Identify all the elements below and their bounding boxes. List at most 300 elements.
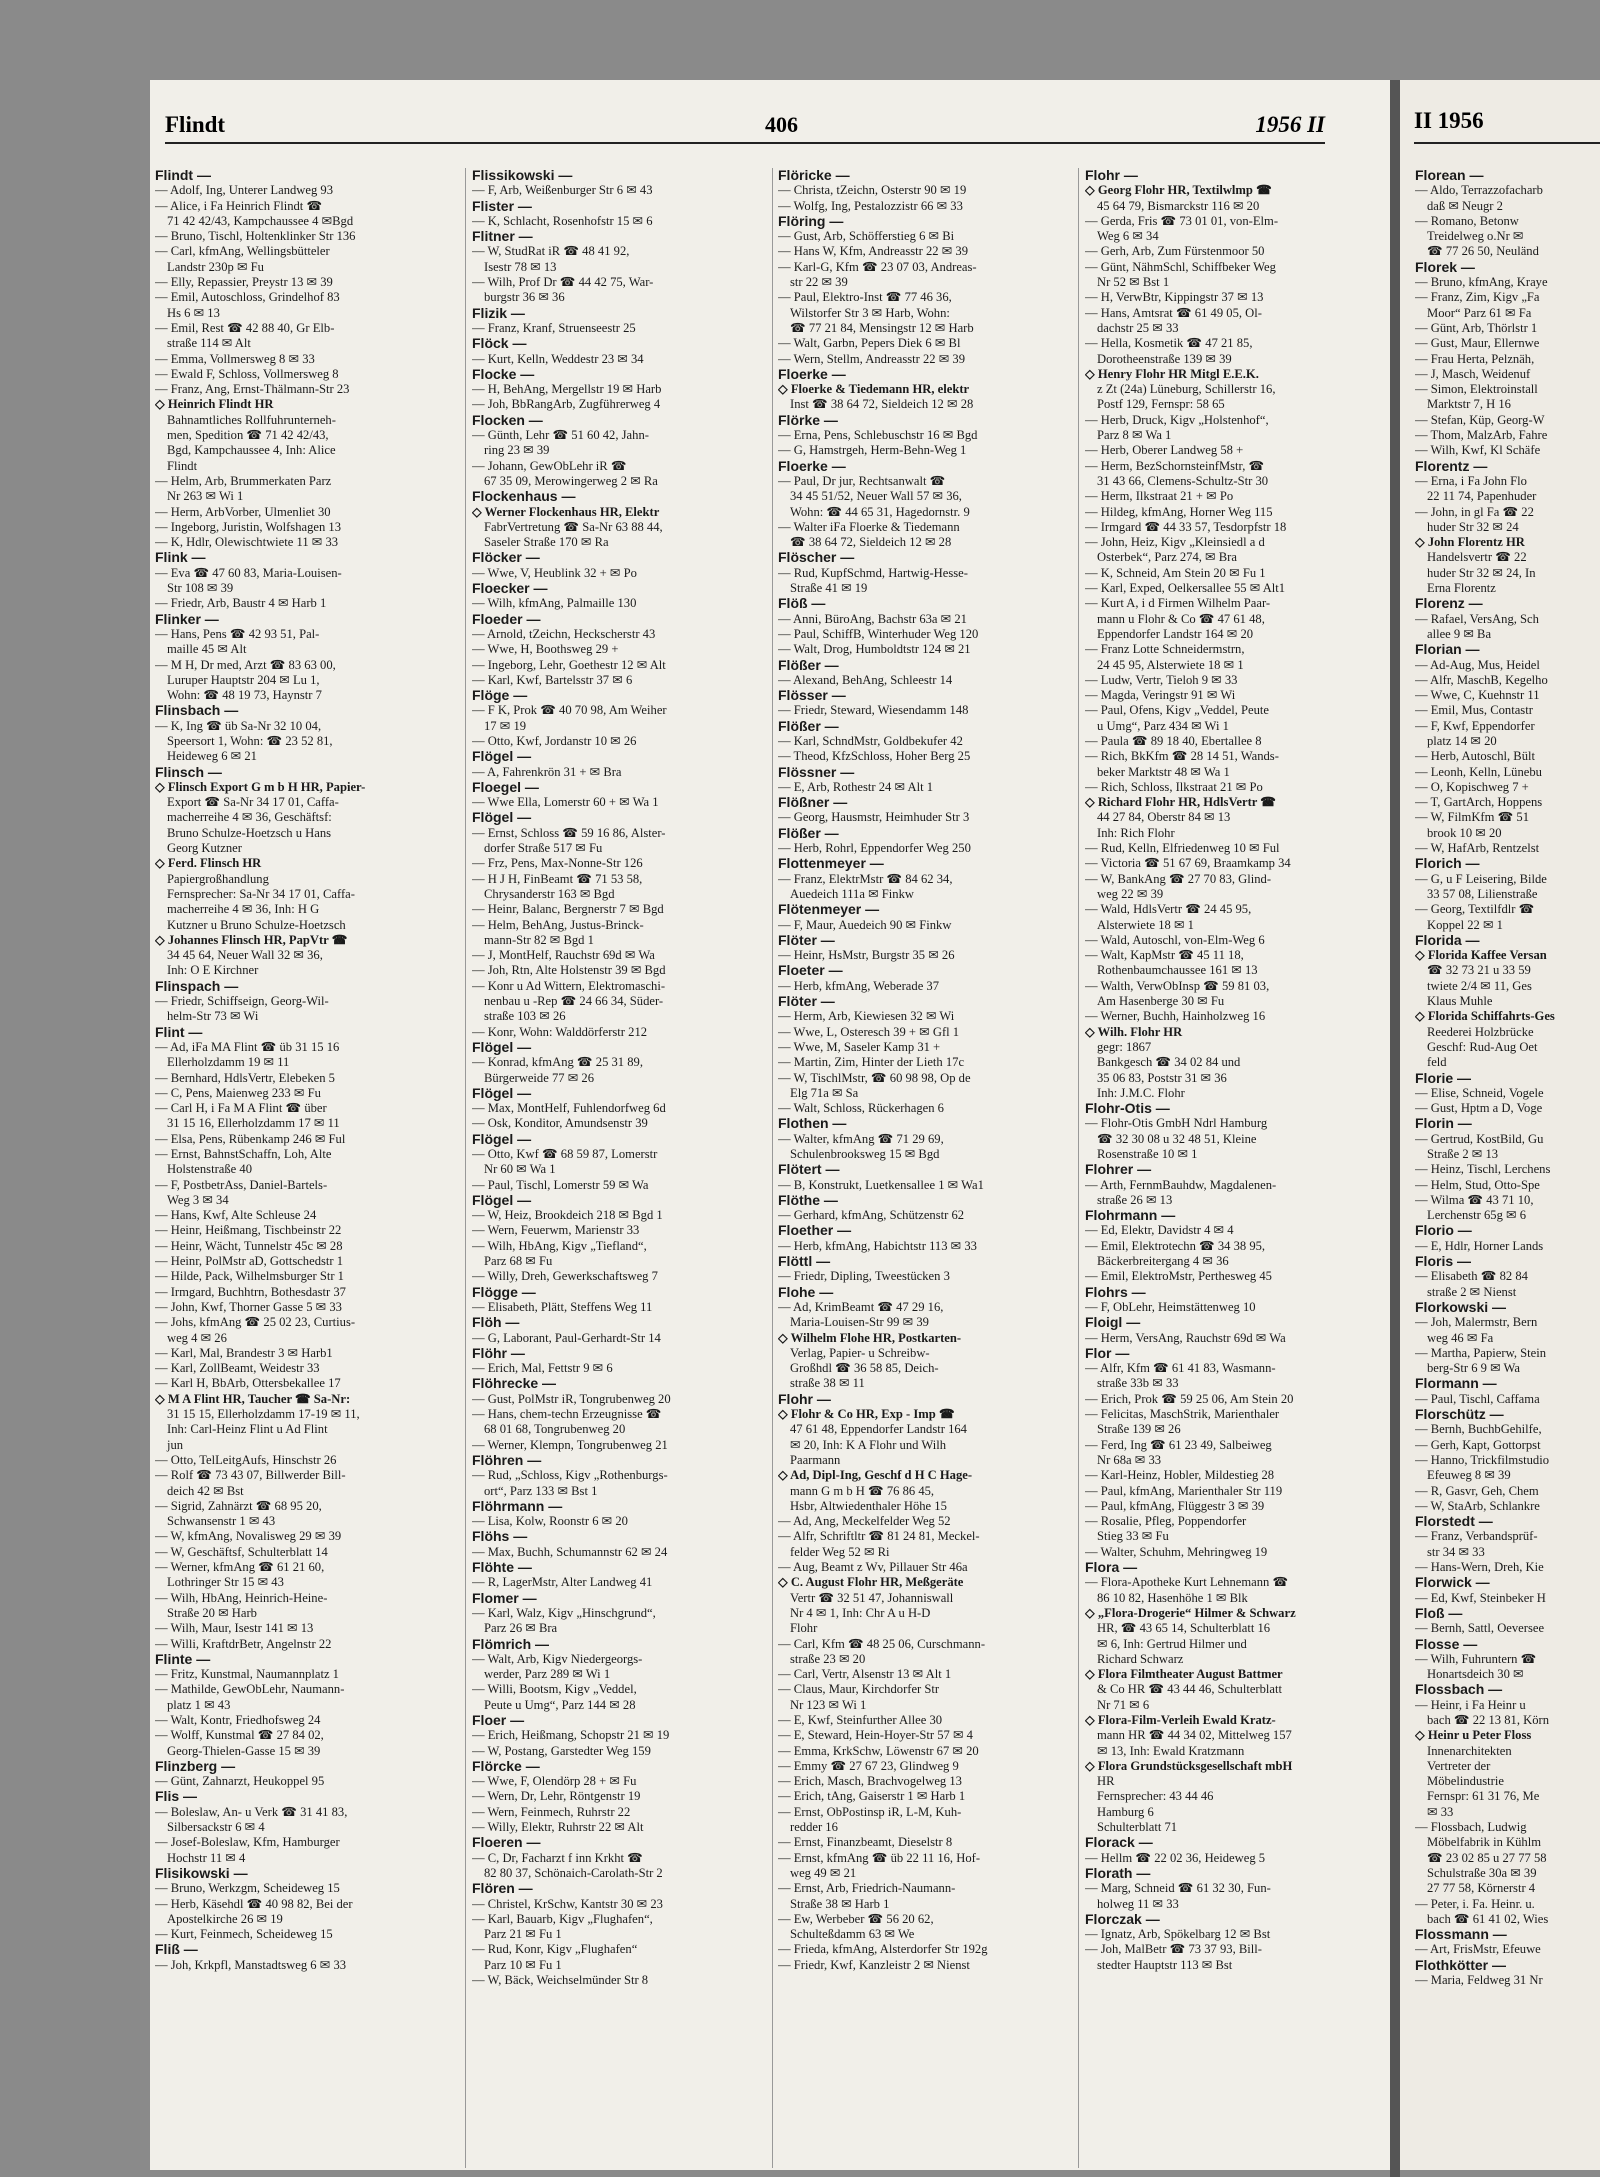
- directory-entry-line: — R, Gasvr, Geh, Chem: [1415, 1483, 1539, 1498]
- directory-entry-line: Koppel 22 ✉ 1: [1427, 917, 1503, 932]
- directory-entry-line: — Josef-Boleslaw, Kfm, Hamburger: [155, 1835, 340, 1850]
- directory-entry-line: Hsbr, Altwiedenthaler Höhe 15: [790, 1498, 947, 1513]
- directory-entry-line: 31 15 16, Ellerholzdamm 17 ✉ 11: [167, 1116, 340, 1131]
- directory-entry-line: — Gertrud, KostBild, Gu: [1415, 1131, 1544, 1146]
- directory-entry-line: 44 27 84, Oberstr 84 ✉ 13: [1097, 810, 1231, 825]
- directory-entry-line: — Ignatz, Arb, Spökelbarg 12 ✉ Bst: [1085, 1927, 1271, 1942]
- directory-entry-line: — Wwe, H, Boothsweg 29 +: [472, 642, 619, 657]
- directory-entry-line: — Wilh, Maur, Isestr 141 ✉ 13: [155, 1621, 314, 1636]
- directory-entry-line: Rothenbaumchaussee 161 ✉ 13: [1097, 963, 1258, 978]
- directory-entry-line: Flint —: [155, 1024, 203, 1040]
- directory-entry-line: — Emil, Autoschloss, Grindelhof 83: [155, 290, 340, 305]
- directory-entry-line: Flöcker —: [472, 550, 540, 566]
- directory-entry-line: — T, GartArch, Hoppens: [1415, 795, 1543, 810]
- directory-entry-line: — Emil, ElektroMstr, Perthesweg 45: [1085, 1269, 1272, 1284]
- directory-entry-line: — Carl, kfmAng, Wellingsbütteler: [155, 244, 330, 259]
- directory-entry-line: — Bruno, Werkzgm, Scheideweg 15: [155, 1881, 340, 1896]
- page-gutter: [1390, 80, 1400, 2177]
- directory-entry-line: straße 103 ✉ 26: [484, 1009, 566, 1024]
- directory-entry-line: ◇ Ad, Dipl-Ing, Geschf d H C Hage-: [778, 1468, 973, 1483]
- directory-entry-line: ◇ Wilhelm Flohe HR, Postkarten-: [778, 1330, 962, 1345]
- directory-entry-line: — Ernst, BahnstSchaffn, Loh, Alte: [155, 1147, 332, 1161]
- directory-entry-line: Flindt: [167, 458, 198, 473]
- directory-entry-line: felder Weg 52 ✉ Ri: [790, 1544, 890, 1559]
- directory-column-2: [472, 168, 772, 1988]
- directory-entry-line: — Rolf ☎ 73 43 07, Billwerder Bill-: [155, 1468, 346, 1483]
- directory-entry-line: ✉ 33: [1427, 1804, 1454, 1819]
- directory-entry-line: ☎ 23 02 85 u 27 77 58: [1427, 1850, 1547, 1865]
- directory-entry-line: Floer —: [472, 1712, 525, 1728]
- directory-entry-line: 22 11 74, Papenhuder: [1427, 489, 1537, 504]
- directory-entry-line: Weg 6 ✉ 34: [1097, 229, 1159, 244]
- directory-entry-line: — R, LagerMstr, Alter Landweg 41: [472, 1575, 653, 1590]
- directory-entry-line: — Paul, Elektro-Inst ☎ 77 46 36,: [778, 290, 952, 305]
- directory-entry-line: ✉ 13, Inh: Ewald Kratzmann: [1097, 1743, 1245, 1758]
- directory-entry-line: Floerke —: [778, 366, 846, 382]
- directory-entry-line: Geschf: Rud-Aug Oet: [1427, 1039, 1538, 1054]
- directory-entry-line: Florstedt —: [1415, 1514, 1493, 1530]
- directory-entry-line: — Joh, BbRangArb, Zugführerweg 4: [472, 397, 661, 412]
- directory-entry-line: — Karl-Heinz, Hobler, Mildestieg 28: [1085, 1468, 1275, 1483]
- column-rule: [465, 168, 466, 2168]
- directory-entry-line: Bruno Schulze-Hoetzsch u Hans: [167, 825, 332, 840]
- directory-entry-line: — E, Arb, Rothestr 24 ✉ Alt 1: [778, 779, 934, 794]
- directory-entry-line: — Ferd, Ing ☎ 61 23 49, Salbeiweg: [1085, 1437, 1272, 1452]
- directory-entry-line: Florean —: [1415, 168, 1484, 183]
- directory-entry-line: Schulenbrooksweg 15 ✉ Bgd: [790, 1147, 940, 1161]
- directory-entry-line: — J, Masch, Weidenuf: [1415, 366, 1531, 381]
- directory-entry-line: Inh: J.M.C. Flohr: [1097, 1085, 1185, 1100]
- directory-entry-line: — Carl H, i Fa M A Flint ☎ über: [155, 1101, 327, 1116]
- directory-entry-line: nenbau u -Rep ☎ 24 66 34, Süder-: [484, 994, 664, 1009]
- directory-entry-line: Papiergroßhandlung: [167, 871, 269, 886]
- directory-entry-line: maille 45 ✉ Alt: [167, 642, 247, 657]
- directory-entry-line: Florath —: [1085, 1865, 1151, 1881]
- directory-entry-line: Flöhte —: [472, 1560, 532, 1576]
- directory-entry-line: — M H, Dr med, Arzt ☎ 83 63 00,: [155, 657, 336, 672]
- directory-entry-line: Flößner —: [778, 795, 848, 811]
- directory-entry-line: — Elisabeth, Plätt, Steffens Weg 11: [472, 1299, 653, 1314]
- directory-entry-line: — Maria, Feldweg 31 Nr: [1415, 1973, 1543, 1988]
- directory-entry-line: ◇ Flora Grundstücksgesellschaft mbH: [1085, 1758, 1293, 1773]
- directory-entry-line: ☎ 32 30 08 u 32 48 51, Kleine: [1097, 1131, 1257, 1146]
- directory-entry-line: — Aldo, Terrazzofacharb: [1415, 183, 1543, 198]
- directory-entry-line: Möbelfabrik in Kühlm: [1427, 1835, 1542, 1850]
- directory-entry-line: Landstr 230p ✉ Fu: [167, 259, 264, 274]
- directory-entry-line: Richard Schwarz: [1097, 1651, 1184, 1666]
- directory-entry-line: Dorotheenstraße 139 ✉ 39: [1097, 351, 1232, 366]
- directory-entry-line: — Joh, Rtn, Alte Holstenstr 39 ✉ Bgd: [472, 963, 666, 978]
- directory-entry-line: — Alexand, BehAng, Schleestr 14: [778, 672, 953, 687]
- directory-entry-line: — K, Schlacht, Rosenhofstr 15 ✉ 6: [472, 213, 653, 228]
- directory-entry-line: — Erich, Masch, Brachvogelweg 13: [778, 1774, 962, 1789]
- directory-entry-line: Flößer —: [778, 825, 839, 841]
- directory-entry-line: — Paul, kfmAng, Flüggestr 3 ✉ 39: [1085, 1498, 1265, 1513]
- directory-entry-line: Lothringer Str 15 ✉ 43: [167, 1575, 284, 1590]
- directory-entry-line: — Ernst, ObPostinsp iR, L-M, Kuh-: [778, 1804, 962, 1819]
- directory-entry-line: ✉ 6, Inh: Gertrud Hilmer und: [1097, 1636, 1247, 1651]
- directory-entry-line: Florian —: [1415, 642, 1480, 658]
- directory-entry-line: 86 10 82, Hasenhöhe 1 ✉ Blk: [1097, 1590, 1248, 1605]
- directory-entry-line: bach ☎ 61 41 02, Wies: [1427, 1911, 1549, 1926]
- directory-entry-line: ◇ Florida Kaffee Versan: [1415, 948, 1547, 963]
- directory-entry-line: Flössner —: [778, 764, 855, 780]
- directory-entry-line: — Günt, Zahnarzt, Heukoppel 95: [155, 1774, 325, 1789]
- directory-entry-line: — Wilh, Kwf, Kl Schäfe: [1415, 443, 1541, 458]
- directory-entry-line: Nr 60 ✉ Wa 1: [484, 1162, 556, 1177]
- directory-entry-line: — Art, FrisMstr, Efeuwe: [1415, 1942, 1541, 1957]
- directory-entry-line: — F K, Prok ☎ 40 70 98, Am Weiher: [472, 703, 667, 718]
- directory-entry-line: Flößer —: [778, 718, 839, 734]
- directory-entry-line: ☎ 38 64 72, Sieldeich 12 ✉ 28: [790, 535, 952, 550]
- directory-entry-line: — A, Fahrenkrön 31 + ✉ Bra: [472, 764, 622, 779]
- directory-entry-line: Flisikowski —: [155, 1865, 248, 1881]
- directory-entry-line: — Elsa, Pens, Rübenkamp 246 ✉ Ful: [155, 1131, 346, 1146]
- directory-entry-line: weg 22 ✉ 39: [1097, 886, 1164, 901]
- directory-entry-line: Flögel —: [472, 1192, 532, 1208]
- directory-entry-line: — Rosalie, Pfleg, Poppendorfer: [1085, 1514, 1247, 1529]
- directory-entry-line: Flöhrmann —: [472, 1498, 563, 1514]
- directory-entry-line: — Herm, Ilkstraat 21 + ✉ Po: [1085, 489, 1234, 504]
- directory-entry-line: — C, Dr, Facharzt f inn Krkht ☎: [472, 1850, 643, 1865]
- directory-entry-line: Flögel —: [472, 1131, 532, 1147]
- directory-entry-line: Schulteßdamm 63 ✉ We: [790, 1927, 915, 1942]
- directory-entry-line: — Ingeborg, Lehr, Goethestr 12 ✉ Alt: [472, 657, 666, 672]
- directory-entry-line: — Kurt, Feinmech, Scheideweg 15: [155, 1927, 333, 1942]
- directory-entry-line: Flöhs —: [472, 1529, 528, 1545]
- directory-entry-line: Floecker —: [472, 581, 548, 597]
- directory-entry-line: Straße 139 ✉ 26: [1097, 1422, 1181, 1437]
- directory-entry-line: 17 ✉ 19: [484, 718, 527, 733]
- directory-entry-line: — Carl, Kfm ☎ 48 25 06, Curschmann-: [778, 1636, 986, 1651]
- directory-entry-line: weg 4 ✉ 26: [167, 1330, 227, 1345]
- directory-entry-line: 24 45 95, Alsterwiete 18 ✉ 1: [1097, 657, 1244, 672]
- directory-entry-line: — Bernhard, HdlsVertr, Elebeken 5: [155, 1070, 335, 1085]
- directory-entry-line: ◇ Flora Filmtheater August Battmer: [1085, 1667, 1283, 1682]
- directory-entry-line: Reederei Holzbrücke: [1427, 1024, 1534, 1039]
- directory-entry-line: — Herb, kfmAng, Habichtstr 113 ✉ 33: [778, 1238, 977, 1253]
- directory-entry-line: — Franz, Kranf, Struenseestr 25: [472, 320, 636, 335]
- directory-entry-line: — G, Hamstrgeh, Herm-Behn-Weg 1: [778, 443, 967, 458]
- directory-entry-line: Flöß —: [778, 596, 826, 612]
- directory-entry-line: Holstenstraße 40: [167, 1162, 252, 1177]
- directory-entry-line: — Konr u Ad Wittern, Elektromaschi-: [472, 978, 666, 993]
- directory-entry-line: ◇ M A Flint HR, Taucher ☎ Sa-Nr:: [155, 1391, 351, 1406]
- directory-entry-line: — Mathilde, GewObLehr, Naumann-: [155, 1682, 345, 1697]
- directory-entry-line: — Felicitas, MaschStrik, Marienthaler: [1085, 1407, 1280, 1422]
- directory-entry-line: Flörcke —: [472, 1758, 540, 1774]
- directory-entry-line: Flinsch —: [155, 764, 222, 780]
- directory-entry-line: helm-Str 73 ✉ Wi: [167, 1009, 259, 1024]
- directory-entry-line: Straße 41 ✉ 19: [790, 581, 868, 596]
- directory-entry-line: Nr 263 ✉ Wi 1: [167, 489, 244, 504]
- directory-entry-line: mann HR ☎ 44 34 02, Mittelweg 157: [1097, 1728, 1292, 1743]
- directory-entry-line: Lerchenstr 65g ✉ 6: [1427, 1208, 1527, 1223]
- directory-entry-line: — W, Geschäftsf, Schulterblatt 14: [155, 1544, 328, 1559]
- directory-entry-line: ◇ Flinsch Export G m b H HR, Papier-: [155, 779, 366, 794]
- directory-entry-line: 33 57 08, Lilienstraße: [1427, 886, 1538, 901]
- directory-entry-line: — Wilma ☎ 43 71 10,: [1415, 1192, 1534, 1207]
- directory-entry-line: — Hans, Amtsrat ☎ 61 49 05, Ol-: [1085, 305, 1262, 320]
- directory-entry-line: Flohe —: [778, 1284, 834, 1300]
- directory-entry-line: — Karl, Mal, Brandestr 3 ✉ Harb1: [155, 1345, 333, 1360]
- directory-entry-line: — K, Schneid, Am Stein 20 ✉ Fu 1: [1085, 565, 1266, 580]
- directory-entry-line: — Franz Lotte Schneidermstrn,: [1085, 642, 1245, 657]
- directory-entry-line: — Karl, Walz, Kigv „Hinschgrund“,: [472, 1605, 656, 1620]
- directory-entry-line: — Hellm ☎ 22 02 36, Heideweg 5: [1085, 1850, 1266, 1865]
- directory-entry-line: — Ludw, Vertr, Tieloh 9 ✉ 33: [1085, 672, 1238, 687]
- directory-entry-line: — W, TischlMstr, ☎ 60 98 98, Op de: [778, 1070, 971, 1085]
- directory-entry-line: — Christa, tZeichn, Osterstr 90 ✉ 19: [778, 183, 967, 198]
- directory-entry-line: — Heinr, HsMstr, Burgstr 35 ✉ 26: [778, 948, 955, 963]
- directory-entry-line: Flissikowski —: [472, 168, 573, 183]
- directory-entry-line: — Alfr, MaschB, Kegelho: [1415, 672, 1548, 687]
- directory-entry-line: werder, Parz 289 ✉ Wi 1: [484, 1667, 611, 1682]
- directory-entry-line: — Paul, Tischl, Lomerstr 59 ✉ Wa: [472, 1177, 649, 1192]
- directory-entry-line: — Heinz, Tischl, Lerchens: [1415, 1162, 1551, 1177]
- directory-entry-line: — Werner, kfmAng ☎ 61 21 60,: [155, 1560, 325, 1575]
- directory-entry-line: — Hildeg, kfmAng, Horner Weg 115: [1085, 504, 1273, 519]
- directory-entry-line: allee 9 ✉ Ba: [1427, 626, 1492, 641]
- directory-entry-line: HR, ☎ 43 65 14, Schulterblatt 16: [1097, 1621, 1271, 1636]
- directory-entry-line: — Wilh, kfmAng, Palmaille 130: [472, 596, 637, 611]
- directory-entry-line: ◇ Johannes Flinsch HR, PapVtr ☎: [155, 932, 348, 947]
- directory-entry-line: stedter Hauptstr 113 ✉ Bst: [1097, 1957, 1233, 1972]
- directory-entry-line: Flötenmeyer —: [778, 902, 880, 918]
- column-rule: [772, 168, 773, 2168]
- directory-entry-line: — Wald, HdlsVertr ☎ 24 45 95,: [1085, 902, 1252, 917]
- column-rule: [1078, 168, 1079, 2168]
- directory-entry-line: Flor —: [1085, 1345, 1130, 1361]
- directory-entry-line: huder Str 32 ✉ 24, In: [1427, 565, 1536, 580]
- directory-entry-line: — Anni, BüroAng, Bachstr 63a ✉ 21: [778, 611, 967, 626]
- directory-entry-line: Treidelweg o.Nr ✉: [1427, 229, 1524, 244]
- directory-entry-line: str 34 ✉ 33: [1427, 1544, 1485, 1559]
- directory-entry-line: macherreihe 4 ✉ 36, Geschäftsf:: [167, 810, 332, 825]
- directory-entry-line: Flömrich —: [472, 1636, 550, 1652]
- directory-entry-line: Flögel —: [472, 1085, 532, 1101]
- directory-entry-line: — Elly, Repassier, Preystr 13 ✉ 39: [155, 275, 333, 290]
- directory-entry-line: — Boleslaw, An- u Verk ☎ 31 41 83,: [155, 1804, 348, 1819]
- directory-entry-line: — Ad, iFa MA Flint ☎ üb 31 15 16: [155, 1039, 340, 1054]
- directory-entry-line: — Erich, tAng, Gaiserstr 1 ✉ Harb 1: [778, 1789, 966, 1804]
- directory-entry-line: ◇ Henry Flohr HR Mitgl E.E.K.: [1085, 366, 1259, 381]
- directory-entry-line: Nr 71 ✉ 6: [1097, 1697, 1150, 1712]
- directory-entry-line: Export ☎ Sa-Nr 34 17 01, Caffa-: [167, 795, 339, 810]
- directory-entry-line: Kutzner u Bruno Schulze-Hoetzsch: [167, 917, 346, 932]
- directory-entry-line: Flocke —: [472, 366, 535, 382]
- directory-entry-line: dorfer Straße 517 ✉ Fu: [484, 841, 603, 856]
- directory-entry-line: — Gerh, Kapt, Gottorpst: [1415, 1437, 1541, 1452]
- page-number: 406: [765, 112, 798, 137]
- directory-entry-line: — Alfr, Schriftltr ☎ 81 24 81, Meckel-: [778, 1529, 980, 1544]
- directory-entry-line: Florkowski —: [1415, 1299, 1507, 1315]
- directory-entry-line: — Martha, Papierw, Stein: [1415, 1345, 1547, 1360]
- directory-entry-line: ring 23 ✉ 39: [484, 443, 550, 458]
- directory-entry-line: Auedeich 111a ✉ Finkw: [790, 886, 914, 901]
- directory-entry-line: — Wilh, Fuhruntern ☎: [1415, 1651, 1537, 1666]
- directory-entry-line: — Herm, Arb, Kiewiesen 32 ✉ Wi: [778, 1009, 955, 1024]
- directory-entry-line: — Erich, Heißmang, Schopstr 21 ✉ 19: [472, 1728, 670, 1743]
- directory-entry-line: Flöricke —: [778, 168, 850, 183]
- directory-entry-line: Flister —: [472, 198, 532, 214]
- directory-entry-line: dachstr 25 ✉ 33: [1097, 320, 1179, 335]
- directory-entry-line: Eppendorfer Landstr 164 ✉ 20: [1097, 626, 1254, 641]
- directory-entry-line: 67 35 09, Merowingerweg 2 ✉ Ra: [484, 473, 658, 488]
- directory-entry-line: — Herb, kfmAng, Weberade 37: [778, 978, 940, 993]
- directory-entry-line: 34 45 64, Neuer Wall 32 ✉ 36,: [167, 948, 323, 963]
- directory-entry-line: — Paul, Ofens, Kigv „Veddel, Peute: [1085, 703, 1269, 718]
- directory-entry-line: — Wwe, V, Heublink 32 + ✉ Po: [472, 565, 637, 580]
- directory-entry-line: Hs 6 ✉ 13: [167, 305, 220, 320]
- directory-entry-line: Alsterwiete 18 ✉ 1: [1097, 917, 1194, 932]
- directory-entry-line: Str 108 ✉ 39: [167, 581, 234, 596]
- directory-entry-line: holweg 11 ✉ 33: [1097, 1896, 1179, 1911]
- directory-entry-line: Marktstr 7, H 16: [1427, 397, 1511, 412]
- directory-entry-line: ◇ Heinr u Peter Floss: [1415, 1728, 1532, 1743]
- directory-entry-line: — Alice, i Fa Heinrich Flindt ☎: [155, 198, 323, 213]
- directory-entry-line: — Kurt A, i d Firmen Wilhelm Paar-: [1085, 596, 1271, 611]
- directory-entry-line: — Frieda, kfmAng, Alsterdorfer Str 192g: [778, 1942, 988, 1957]
- directory-entry-line: ◇ Werner Flockenhaus HR, Elektr: [472, 504, 660, 519]
- directory-entry-line: — Hella, Kosmetik ☎ 47 21 85,: [1085, 336, 1253, 351]
- directory-entry-line: — Bernh, Sattl, Oeversee: [1415, 1621, 1545, 1636]
- directory-entry-line: ✉ 20, Inh: K A Flohr und Wilh: [790, 1437, 947, 1452]
- directory-entry-line: Flögel —: [472, 749, 532, 765]
- directory-entry-line: — Wern, Feinmech, Ruhrstr 22: [472, 1804, 631, 1819]
- directory-entry-line: — Hilde, Pack, Wilhelmsburger Str 1: [155, 1269, 344, 1284]
- directory-entry-line: Parz 10 ✉ Fu 1: [484, 1957, 562, 1972]
- facing-page: [1400, 80, 1600, 2170]
- directory-entry-line: — Gerhard, kfmAng, Schützenstr 62: [778, 1208, 965, 1223]
- directory-entry-line: — Paula ☎ 89 18 40, Ebertallee 8: [1085, 733, 1262, 748]
- directory-entry-line: redder 16: [790, 1820, 838, 1835]
- directory-entry-line: — Karl, Exped, Oelkersallee 55 ✉ Alt1: [1085, 581, 1286, 596]
- directory-entry-line: — Ernst, Arb, Friedrich-Naumann-: [778, 1881, 956, 1896]
- directory-entry-line: Erna Florentz: [1427, 581, 1496, 596]
- directory-entry-line: ◇ „Flora-Drogerie“ Hilmer & Schwarz: [1085, 1605, 1296, 1620]
- directory-entry-line: Inh: O E Kirchner: [167, 963, 259, 978]
- directory-entry-line: — Georg, Textilfdlr ☎: [1415, 902, 1535, 917]
- directory-entry-line: — Joh, Malermstr, Bern: [1415, 1315, 1538, 1330]
- directory-entry-line: straße 38 ✉ 11: [790, 1376, 865, 1391]
- directory-entry-line: — Herm, ArbVorber, Ulmenliet 30: [155, 504, 331, 519]
- directory-entry-line: — K, Hdlr, Olewischtwiete 11 ✉ 33: [155, 535, 339, 550]
- directory-entry-line: — Walt, Drog, Humboldtstr 124 ✉ 21: [778, 642, 971, 657]
- directory-entry-line: — Herb, Käsehdl ☎ 40 98 82, Bei der: [155, 1896, 353, 1911]
- directory-entry-line: — E, Steward, Hein-Hoyer-Str 57 ✉ 4: [778, 1728, 973, 1743]
- directory-entry-line: — Friedr, Steward, Wiesendamm 148: [778, 703, 969, 718]
- directory-entry-line: Flöhren —: [472, 1452, 542, 1468]
- directory-entry-line: Florack —: [1085, 1835, 1153, 1851]
- directory-entry-line: — E, Hdlr, Horner Lands: [1415, 1238, 1544, 1253]
- directory-entry-line: Flomer —: [472, 1590, 537, 1606]
- directory-entry-line: — Willi, Bootsm, Kigv „Veddel,: [472, 1682, 637, 1697]
- directory-entry-line: Vertreter der: [1427, 1758, 1491, 1773]
- directory-entry-line: burgstr 36 ✉ 36: [484, 290, 565, 305]
- directory-entry-line: Postf 129, Fernspr: 58 65: [1097, 397, 1225, 412]
- facing-page-header: [1414, 108, 1600, 144]
- directory-entry-line: Heideweg 6 ✉ 21: [167, 749, 257, 764]
- directory-entry-line: Floeder —: [472, 611, 541, 627]
- directory-entry-line: — Walt, Schloss, Rückerhagen 6: [778, 1101, 944, 1116]
- directory-entry-line: — Walt, KapMstr ☎ 45 11 18,: [1085, 948, 1244, 963]
- directory-entry-line: Efeuweg 8 ✉ 39: [1427, 1468, 1511, 1483]
- directory-entry-line: — Leonh, Kelln, Lünebu: [1415, 764, 1542, 779]
- directory-entry-line: — Victoria ☎ 51 67 69, Braamkamp 34: [1085, 856, 1291, 871]
- directory-entry-line: Flohr —: [778, 1391, 831, 1407]
- directory-entry-line: — Rich, Schloss, Ilkstraat 21 ✉ Po: [1085, 779, 1263, 794]
- directory-entry-line: Flöh —: [472, 1315, 520, 1331]
- directory-entry-line: — Willi, KraftdrBetr, Angelnstr 22: [155, 1636, 332, 1651]
- directory-entry-line: — Peter, i. Fa. Heinr. u.: [1415, 1896, 1535, 1911]
- directory-entry-line: Luruper Hauptstr 204 ✉ Lu 1,: [167, 672, 320, 687]
- directory-entry-line: 31 43 66, Clemens-Schultz-Str 30: [1097, 473, 1269, 488]
- directory-entry-line: str 22 ✉ 39: [790, 275, 848, 290]
- directory-entry-line: ort“, Parz 133 ✉ Bst 1: [484, 1483, 598, 1498]
- directory-entry-line: — W, StudRat iR ☎ 48 41 92,: [472, 244, 630, 259]
- directory-entry-line: — Werner, Buchh, Hainholzweg 16: [1085, 1009, 1266, 1024]
- directory-entry-line: ◇ Richard Flohr HR, HdlsVertr ☎: [1085, 795, 1276, 810]
- directory-entry-line: twiete 2/4 ✉ 11, Ges: [1427, 978, 1532, 993]
- directory-column-1: [155, 168, 455, 1973]
- directory-entry-line: Inst ☎ 38 64 72, Sieldeich 12 ✉ 28: [790, 397, 974, 412]
- directory-entry-line: Florschütz —: [1415, 1407, 1504, 1423]
- directory-entry-line: Bürgerweide 77 ✉ 26: [484, 1070, 594, 1085]
- directory-entry-line: Flörke —: [778, 412, 838, 428]
- directory-entry-line: 35 06 83, Poststr 31 ✉ 36: [1097, 1070, 1227, 1085]
- directory-entry-line: — Hans, Kwf, Alte Schleuse 24: [155, 1208, 317, 1223]
- directory-entry-line: berg-Str 6 9 ✉ Wa: [1427, 1361, 1521, 1376]
- directory-entry-line: Parz 8 ✉ Wa 1: [1097, 428, 1172, 443]
- directory-entry-line: Straße 2 ✉ 13: [1427, 1147, 1499, 1161]
- directory-entry-line: beker Marktstr 48 ✉ Wa 1: [1097, 764, 1230, 779]
- directory-entry-line: — Thom, MalzArb, Fahre: [1415, 428, 1548, 443]
- directory-entry-line: ◇ Heinrich Flindt HR: [155, 397, 274, 412]
- directory-entry-line: Isestr 78 ✉ 13: [484, 259, 557, 274]
- directory-entry-line: — Emma, KrkSchw, Löwenstr 67 ✉ 20: [778, 1743, 979, 1758]
- directory-entry-line: Flora —: [1085, 1560, 1138, 1576]
- directory-entry-line: ◇ Floerke & Tiedemann HR, elektr: [778, 382, 970, 397]
- page-header: [165, 108, 1325, 144]
- directory-entry-line: — Rud, „Schloss, Kigv „Rothenburgs-: [472, 1468, 668, 1483]
- directory-entry-line: Floerke —: [778, 458, 846, 474]
- directory-entry-line: — W, kfmAng, Novalisweg 29 ✉ 39: [155, 1529, 342, 1544]
- directory-column-3: [778, 168, 1078, 1973]
- directory-column-4: [1085, 168, 1385, 1973]
- directory-column-5: [1415, 168, 1600, 1988]
- directory-entry-line: feld: [1427, 1055, 1447, 1070]
- directory-entry-line: — Bruno, kfmAng, Kraye: [1415, 275, 1548, 290]
- directory-entry-line: — Lisa, Kolw, Roonstr 6 ✉ 20: [472, 1514, 628, 1529]
- directory-entry-line: Moor“ Parz 61 ✉ Fa: [1427, 305, 1532, 320]
- directory-entry-line: — Karl, Kwf, Bartelsstr 37 ✉ 6: [472, 672, 633, 687]
- directory-entry-line: — W, BankAng ☎ 27 70 83, Glind-: [1085, 871, 1272, 886]
- directory-entry-line: Bgd, Kampchaussee 4, Inh: Alice: [167, 443, 336, 458]
- directory-entry-line: — Werner, Klempn, Tongrubenweg 21: [472, 1437, 668, 1452]
- directory-entry-line: Flinspach —: [155, 978, 239, 994]
- directory-entry-line: — Flora-Apotheke Kurt Lehnemann ☎: [1085, 1575, 1289, 1590]
- directory-entry-line: Maria-Louisen-Str 99 ✉ 39: [790, 1315, 929, 1330]
- directory-entry-line: ◇ Florida Schiffahrts-Ges: [1415, 1009, 1555, 1024]
- directory-entry-line: Floegel —: [472, 779, 539, 795]
- directory-entry-line: Rosenstraße 10 ✉ 1: [1097, 1147, 1198, 1161]
- directory-entry-line: Florich —: [1415, 856, 1480, 872]
- directory-entry-line: — Heinr, Balanc, Bergnerstr 7 ✉ Bgd: [472, 902, 664, 917]
- directory-entry-line: Flis —: [155, 1789, 198, 1805]
- directory-entry-line: men, Spedition ☎ 71 42 42/43,: [167, 428, 329, 443]
- directory-entry-line: ◇ Flora-Film-Verleih Ewald Kratz-: [1085, 1712, 1276, 1727]
